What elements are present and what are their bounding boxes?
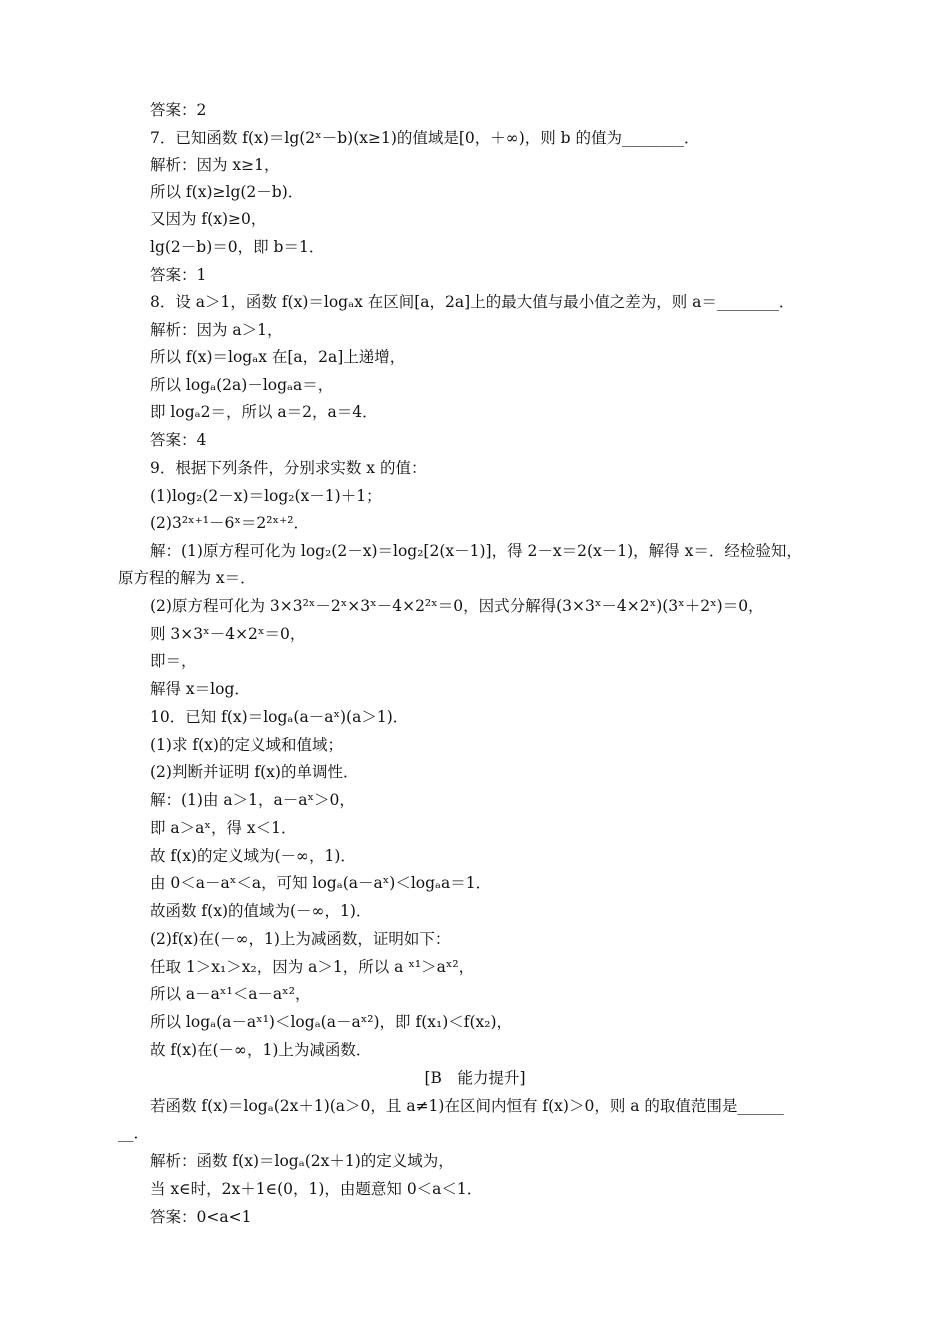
text-line: 7．已知函数 f(x)＝lg(2ˣ－b)(x≥1)的值域是[0，＋∞)，则 b 的值为________．: [150, 129, 700, 147]
text-line: 则 3×3ˣ－4×2ˣ＝0，: [150, 625, 306, 643]
text-line: 又因为 f(x)≥0，: [150, 210, 267, 228]
text-line: 任取 1＞x₁＞x₂，因为 a＞1，所以 a ˣ¹＞aˣ²，: [150, 958, 475, 976]
text-line: (1)求 f(x)的定义域和值域；: [150, 736, 343, 754]
text-line: 即 a＞aˣ，得 x＜1．: [150, 819, 297, 837]
text-line: 当 x∈时，2x＋1∈(0，1)，由题意知 0＜a＜1．: [150, 1180, 483, 1198]
text-line: [B 能力提升]: [424, 1069, 526, 1087]
text-line: 10．已知 f(x)＝logₐ(a－aˣ)(a＞1)．: [150, 708, 409, 726]
text-line: 即 logₐ2＝，所以 a＝2，a＝4．: [150, 403, 378, 421]
text-line: 解：(1)原方程可化为 log₂(2－x)＝log₂[2(x－1)]，得 2－x＝2(x－1)，解得 x＝．经检验知，: [150, 542, 802, 560]
text-line: 解：(1)由 a＞1，a－aˣ＞0，: [150, 791, 355, 809]
text-line: 所以 logₐ(a－aˣ¹)＜logₐ(a－aˣ²)，即 f(x₁)＜f(x₂)，: [150, 1013, 513, 1031]
text-line: 故 f(x)的定义域为(－∞，1)．: [150, 847, 356, 865]
text-line: 8．设 a＞1，函数 f(x)＝logₐx 在区间[a，2a]上的最大值与最小值之差为，则 a＝________．: [150, 293, 795, 311]
text-line: 所以 f(x)＝logₐx 在[a，2a]上递增，: [150, 348, 406, 366]
text-line: 即＝，: [150, 652, 197, 670]
text-line: 故函数 f(x)的值域为(－∞，1)．: [150, 902, 372, 920]
text-line: (2)f(x)在(－∞，1)上为减函数，证明如下：: [150, 930, 451, 948]
text-line: __．: [118, 1124, 150, 1142]
text-line: 9．根据下列条件，分别求实数 x 的值：: [150, 459, 427, 477]
text-line: (2)3²ˣ⁺¹－6ˣ＝2²ˣ⁺²．: [150, 514, 309, 532]
text-line: 所以 a－aˣ¹＜a－aˣ²，: [150, 985, 311, 1003]
text-line: 由 0＜a－aˣ＜a，可知 logₐ(a－aˣ)＜logₐa＝1．: [150, 874, 492, 892]
text-line: 答案：4: [150, 431, 207, 449]
text-line: 答案：1: [150, 266, 207, 284]
text-line: 所以 f(x)≥lg(2－b)．: [150, 183, 304, 201]
text-line: 解析：因为 x≥1，: [150, 156, 280, 174]
text-line: 解得 x＝log．: [150, 680, 250, 698]
text-line: 所以 logₐ(2a)－logₐa＝，: [150, 376, 334, 394]
text-line: 答案：2: [150, 101, 207, 119]
text-line: (2)判断并证明 f(x)的单调性．: [150, 763, 359, 781]
text-line: 解析：函数 f(x)＝logₐ(2x＋1)的定义域为，: [150, 1152, 454, 1170]
text-line: 若函数 f(x)＝logₐ(2x＋1)(a＞0，且 a≠1)在区间内恒有 f(x)＞0，则 a 的取值范围是______: [150, 1097, 784, 1115]
text-line: (2)原方程可化为 3×3²ˣ－2ˣ×3ˣ－4×2²ˣ＝0，因式分解得(3×3ˣ－4×2ˣ)(3ˣ＋2ˣ)＝0，: [150, 597, 764, 615]
text-line: lg(2－b)＝0，即 b＝1．: [150, 238, 325, 256]
text-line: 故 f(x)在(－∞，1)上为减函数．: [150, 1041, 372, 1059]
text-line: 解析：因为 a＞1，: [150, 321, 283, 339]
text-line: (1)log₂(2－x)＝log₂(x－1)＋1；: [150, 487, 382, 505]
text-line: 答案：0<a<1: [150, 1208, 252, 1226]
text-line: 原方程的解为 x＝．: [118, 569, 256, 587]
